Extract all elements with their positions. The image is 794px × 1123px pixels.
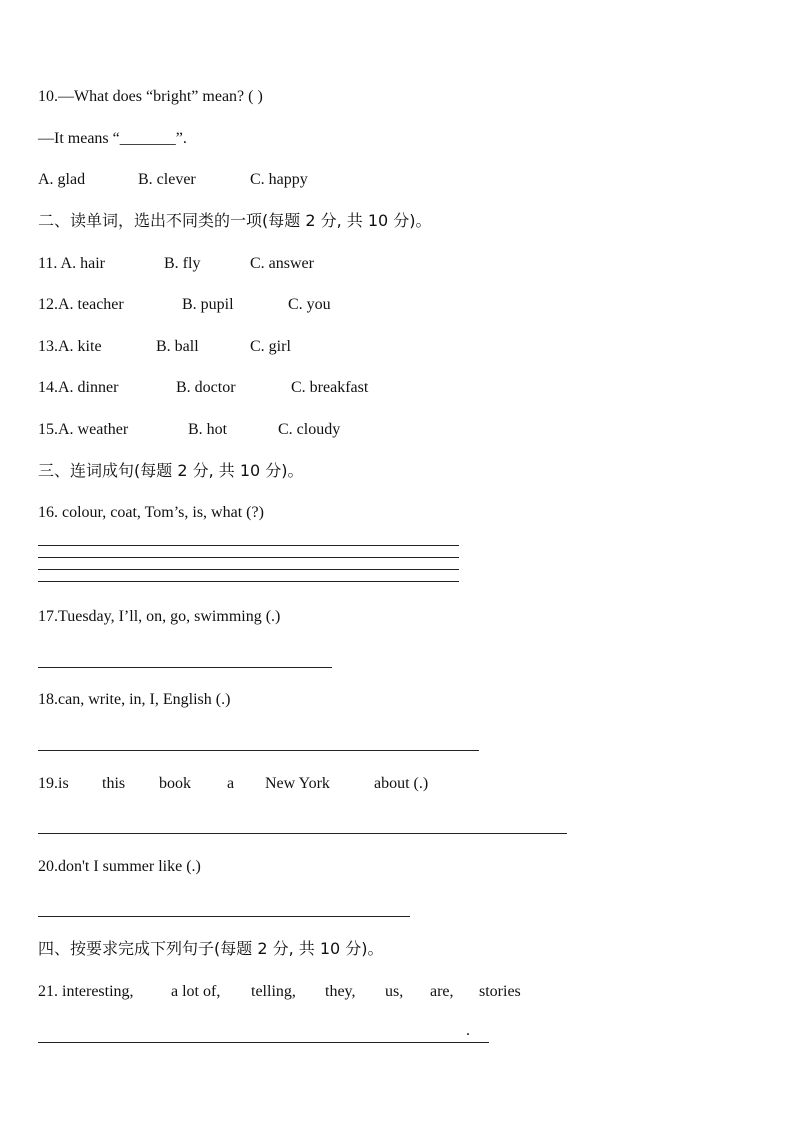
- q13-number: 13.: [38, 338, 58, 355]
- q20-answer-line[interactable]: [38, 916, 410, 917]
- q10-question: 10.—What does “bright” mean? ( ): [38, 88, 263, 105]
- q15-option-b: B. hot: [188, 421, 228, 438]
- q21-answer-line[interactable]: [38, 1042, 489, 1043]
- q11-option-b: B. fly: [164, 255, 201, 272]
- q16-answer-line-2[interactable]: [38, 557, 459, 558]
- q21-word-7: stories: [479, 983, 521, 1000]
- q20-prompt: 20.don't I summer like (.): [38, 858, 201, 875]
- q10-answer: —It means “_______”.: [38, 130, 187, 147]
- q10-option-b: B. clever: [138, 171, 196, 188]
- q18-answer-line[interactable]: [38, 750, 479, 751]
- q19-word-6: about (.): [374, 775, 429, 792]
- q19-word-2: this: [102, 775, 126, 792]
- q19-word-1: 19.is: [38, 775, 69, 792]
- q17-prompt: 17.Tuesday, I’ll, on, go, swimming (.): [38, 608, 281, 625]
- q12-number: 12.: [38, 296, 58, 313]
- q12-option-c: C. you: [288, 296, 331, 313]
- q21-word-6: are,: [430, 983, 454, 1000]
- q15-option-c: C. cloudy: [278, 421, 341, 438]
- q14-option-a: A. dinner: [58, 379, 119, 396]
- q18-prompt: 18.can, write, in, I, English (.): [38, 691, 231, 708]
- q16-answer-line-3[interactable]: [38, 569, 459, 570]
- q14-option-c: C. breakfast: [291, 379, 369, 396]
- q21-word-3: telling,: [251, 983, 296, 1000]
- q19-word-4: a: [227, 775, 235, 792]
- q21-word-2: a lot of,: [171, 983, 221, 1000]
- q21-word-1: 21. interesting,: [38, 983, 134, 1000]
- q10-option-c: C. happy: [250, 171, 308, 188]
- q21-word-4: they,: [325, 983, 356, 1000]
- q14-number: 14.: [38, 379, 58, 396]
- q12-option-b: B. pupil: [182, 296, 234, 313]
- q16-answer-line-1[interactable]: [38, 545, 459, 546]
- q19-word-3: book: [159, 775, 191, 792]
- q21-word-5: us,: [385, 983, 404, 1000]
- section2-heading: 二、读单词，选出不同类的一项(每题 2 分, 共 10 分)。: [38, 211, 432, 230]
- section4-heading: 四、按要求完成下列句子(每题 2 分, 共 10 分)。: [38, 939, 384, 958]
- q13-option-c: C. girl: [250, 338, 291, 355]
- q11-number: 11.: [38, 255, 61, 272]
- q13-option-b: B. ball: [156, 338, 199, 355]
- q21-end-dot: .: [466, 1022, 470, 1039]
- q11-option-c: C. answer: [250, 255, 314, 272]
- section3-heading: 三、连词成句(每题 2 分, 共 10 分)。: [38, 461, 304, 480]
- q16-prompt: 16. colour, coat, Tom’s, is, what (?): [38, 504, 264, 521]
- q12-option-a: A. teacher: [58, 296, 124, 313]
- q10-option-a: A. glad: [38, 171, 86, 188]
- q15-number: 15.: [38, 421, 58, 438]
- q15-option-a: A. weather: [58, 421, 129, 438]
- q19-answer-line[interactable]: [38, 833, 567, 834]
- q14-option-b: B. doctor: [176, 379, 236, 396]
- q11-option-a: A. hair: [60, 255, 105, 272]
- q13-option-a: A. kite: [58, 338, 102, 355]
- q17-answer-line[interactable]: [38, 667, 332, 668]
- q16-answer-line-4[interactable]: [38, 581, 459, 582]
- q19-word-5: New York: [265, 775, 330, 792]
